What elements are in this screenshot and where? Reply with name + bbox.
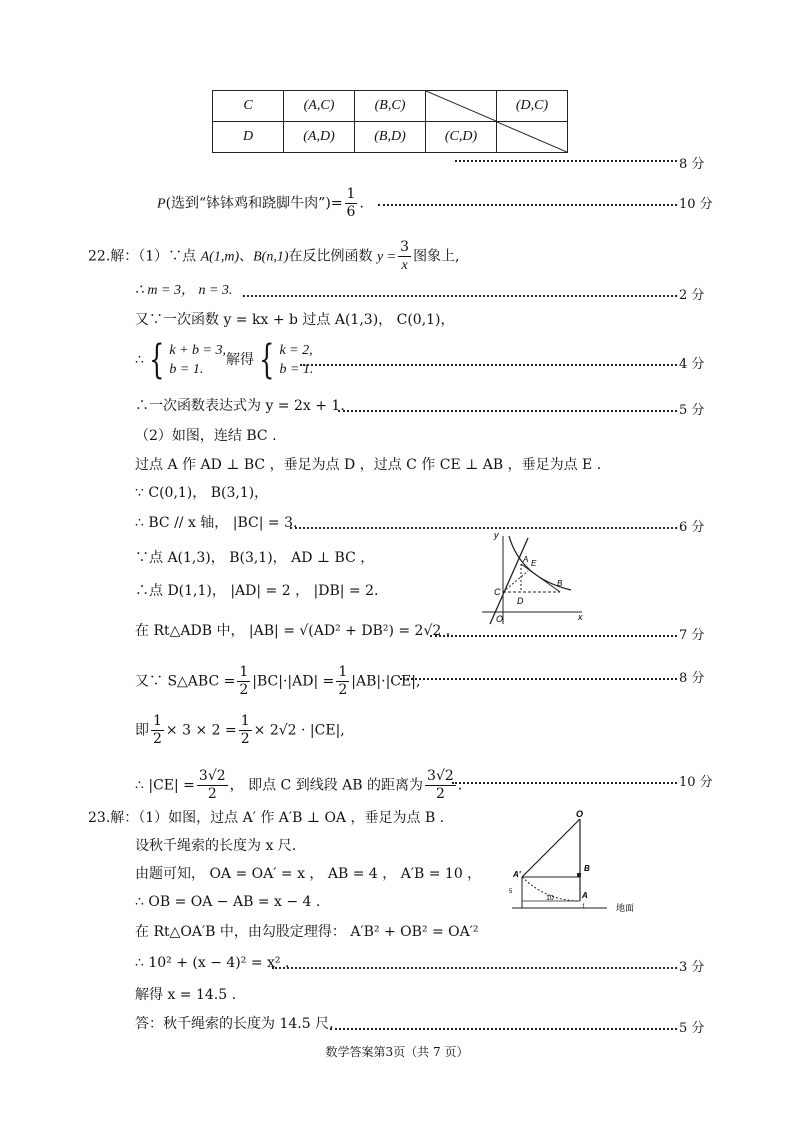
fraction [237, 664, 250, 699]
table-row-head: C [213, 91, 284, 122]
equation: b = 1. [169, 362, 204, 377]
score-label: 8 分 [679, 157, 705, 172]
q22-line3: 又∵一次函数 y = kx + b 过点 A(1,3)， C(0,1)， [135, 312, 455, 328]
fraction [197, 768, 228, 803]
q22-line13 [135, 664, 420, 699]
score-label: 10 分 [679, 775, 713, 790]
text: |BC|·|AD| = [252, 673, 335, 690]
text: . [457, 777, 463, 794]
text: 又∵ S△ABC = [135, 673, 236, 690]
table-row [213, 91, 568, 122]
label-five: 5 [509, 889, 513, 895]
swing-figure [502, 805, 642, 915]
rope-oa-prime [522, 819, 580, 877]
fraction [345, 186, 358, 221]
equation-system [279, 341, 313, 379]
score-label: 2 分 [679, 288, 705, 303]
text: 解得 [225, 352, 254, 368]
q22-line1 [88, 239, 460, 274]
frac-num: 3√2 [198, 768, 226, 784]
frac-den: 2 [207, 786, 217, 802]
table-row [213, 122, 568, 153]
point-b [577, 873, 581, 877]
q22-line10: ∵点 A(1,3)， B(3,1)， AD ⊥ BC ， [135, 550, 375, 566]
outcome-table [212, 90, 568, 153]
q23-line6: ∴ 10² + (x − 4)² = x² . [135, 955, 290, 971]
q23-line8: 答：秋千绳索的长度为 14.5 尺. [135, 1016, 334, 1032]
q23-line7: 解得 x = 14.5 . [135, 987, 237, 1003]
q23-line1: 23.解：（1）如图，过点 A′ 作 A′B ⊥ OA ，垂足为点 B . [88, 810, 445, 826]
equation-system [169, 341, 226, 379]
frac-num: 1 [153, 713, 162, 729]
frac-den: x [401, 258, 408, 273]
q22-line12: 在 Rt△ADB 中， |AB| = √(AD² + DB²) = 2√2 . [135, 623, 451, 639]
text: 、 [239, 248, 254, 265]
label-o: O [496, 614, 504, 624]
q22-line9: ∴ BC // x 轴， |BC| = 3. [135, 515, 298, 531]
frac-num: 1 [239, 664, 249, 680]
text: 即 [135, 722, 149, 739]
equation: k = 2, [279, 343, 313, 358]
segment-ab [521, 564, 560, 592]
prob-symbol: P [157, 196, 166, 212]
fraction [398, 239, 411, 274]
frac-num: 1 [338, 664, 348, 680]
table-cell-diagonal [497, 122, 568, 153]
label-ground: 地面 [616, 903, 635, 913]
score-label: 5 分 [679, 403, 705, 418]
q22-line8: ∵ C(0,1)， B(3,1)， [135, 485, 269, 501]
q23-line5: 在 Rt△OA′B 中，由勾股定理得： A′B² + OB² = OA′² [135, 924, 479, 940]
label-a: A [523, 555, 529, 564]
frac-den: 2 [435, 786, 445, 802]
frac-den: 2 [240, 731, 250, 747]
label-c: C [494, 587, 501, 597]
page-footer: 数学答案第3页（共 7 页） [325, 1045, 469, 1059]
math: y = [376, 249, 397, 265]
dot-leader [243, 295, 677, 297]
equation: k + b = 3, [169, 343, 226, 358]
table-row-head: D [213, 122, 284, 153]
label-b: B [584, 864, 590, 873]
frac-den: 2 [153, 731, 162, 747]
text: |AB|·|CE|, [351, 673, 421, 690]
frac-num: 1 [346, 186, 356, 202]
frac-den: 6 [346, 204, 356, 220]
diagonal-line [497, 122, 567, 152]
score-label: 5 分 [679, 1021, 705, 1036]
text: × 3 × 2 = [165, 722, 237, 739]
table-cell: (A,C) [284, 91, 355, 122]
table-cell: (C,D) [426, 122, 497, 153]
q23-line2: 设秋千绳索的长度为 x 尺. [135, 838, 297, 854]
prob-eq: = [330, 195, 343, 212]
frac-num: 3√2 [427, 768, 454, 784]
dot-leader [338, 410, 677, 412]
dot-leader [378, 204, 677, 206]
score-label: 7 分 [679, 628, 705, 643]
therefore: ∴ [135, 352, 144, 368]
fraction [239, 713, 252, 748]
dot-leader [272, 967, 677, 969]
q22-line11: ∴点 D(1,1)， |AD| = 2 ， |DB| = 2. [135, 583, 379, 599]
text: 在反比例函数 [288, 248, 373, 265]
text: ， 即点 C 到线段 AB 的距离为 [229, 777, 424, 794]
label-a-prime: A′ [513, 870, 521, 879]
dot-leader [455, 160, 677, 162]
q23-line3: 由题可知， OA = OA′ = x ， AB = 4 ， A′B = 10 ， [135, 866, 482, 882]
diagonal-line [426, 91, 496, 121]
frac-den: 2 [338, 682, 348, 698]
segment-ce [503, 571, 528, 592]
equation: b = 1. [279, 362, 314, 377]
table-cell: (D,C) [497, 91, 568, 122]
score-label: 10 分 [679, 197, 713, 212]
label-a: A [582, 891, 588, 900]
prob-event: (选到“钵钵鸡和跷脚牛肉”) [165, 195, 331, 212]
linear-function-line [490, 538, 528, 624]
q23-line4: ∴ OB = OA − AB = x − 4 . [135, 894, 321, 910]
frac-num: 1 [240, 713, 250, 729]
q22-line7: 过点 A 作 AD ⊥ BC ，垂足为点 D ，过点 C 作 CE ⊥ AB ，垂足为点 E . [135, 457, 602, 473]
probability-line [157, 186, 364, 221]
frac-num: 3 [400, 239, 410, 255]
frac-den: 2 [239, 682, 249, 698]
dot-leader [452, 782, 677, 784]
table-cell: (B,C) [355, 91, 426, 122]
math: A(1,m) [200, 249, 240, 265]
brace: { [149, 337, 165, 383]
dot-leader [300, 364, 677, 366]
table-cell: (B,D) [355, 122, 426, 153]
q22-line5: ∴一次函数表达式为 y = 2x + 1. [135, 398, 345, 414]
text: × 2√2 · |CE|, [253, 722, 345, 739]
label-d: D [517, 596, 524, 606]
label-x: x [578, 612, 583, 622]
fraction [336, 664, 349, 699]
text: 图象上, [413, 248, 460, 265]
score-label: 6 分 [679, 520, 705, 535]
label-o: O [576, 809, 584, 819]
dot-leader [330, 1028, 677, 1030]
dot-leader [430, 635, 677, 637]
table-cell-diagonal [426, 91, 497, 122]
label-one: 1 [582, 904, 586, 910]
graph-figure [476, 528, 586, 628]
label-b: B [557, 579, 563, 588]
fraction [425, 768, 456, 803]
table-cell: (A,D) [284, 122, 355, 153]
score-label: 4 分 [679, 357, 705, 372]
q22-line14 [135, 713, 345, 748]
prob-end: . [359, 195, 364, 212]
text: 22.解：（1）∵点 [88, 248, 197, 265]
q22-line6: （2）如图，连结 BC . [135, 428, 277, 444]
dot-leader [400, 678, 677, 680]
fraction [151, 713, 164, 748]
label-y: y [494, 530, 499, 540]
score-label: 8 分 [679, 671, 705, 686]
brace: { [259, 337, 275, 383]
score-label: 3 分 [679, 960, 705, 975]
math: B(n,1) [253, 249, 289, 265]
text: ∴ |CE| = [135, 777, 195, 794]
label-e: E [531, 559, 537, 568]
q22-line4 [135, 338, 313, 382]
q22-line15 [135, 768, 462, 803]
q22-line2: ∴ m = 3， n = 3. [135, 283, 233, 298]
label-ten: 10 [546, 895, 554, 902]
